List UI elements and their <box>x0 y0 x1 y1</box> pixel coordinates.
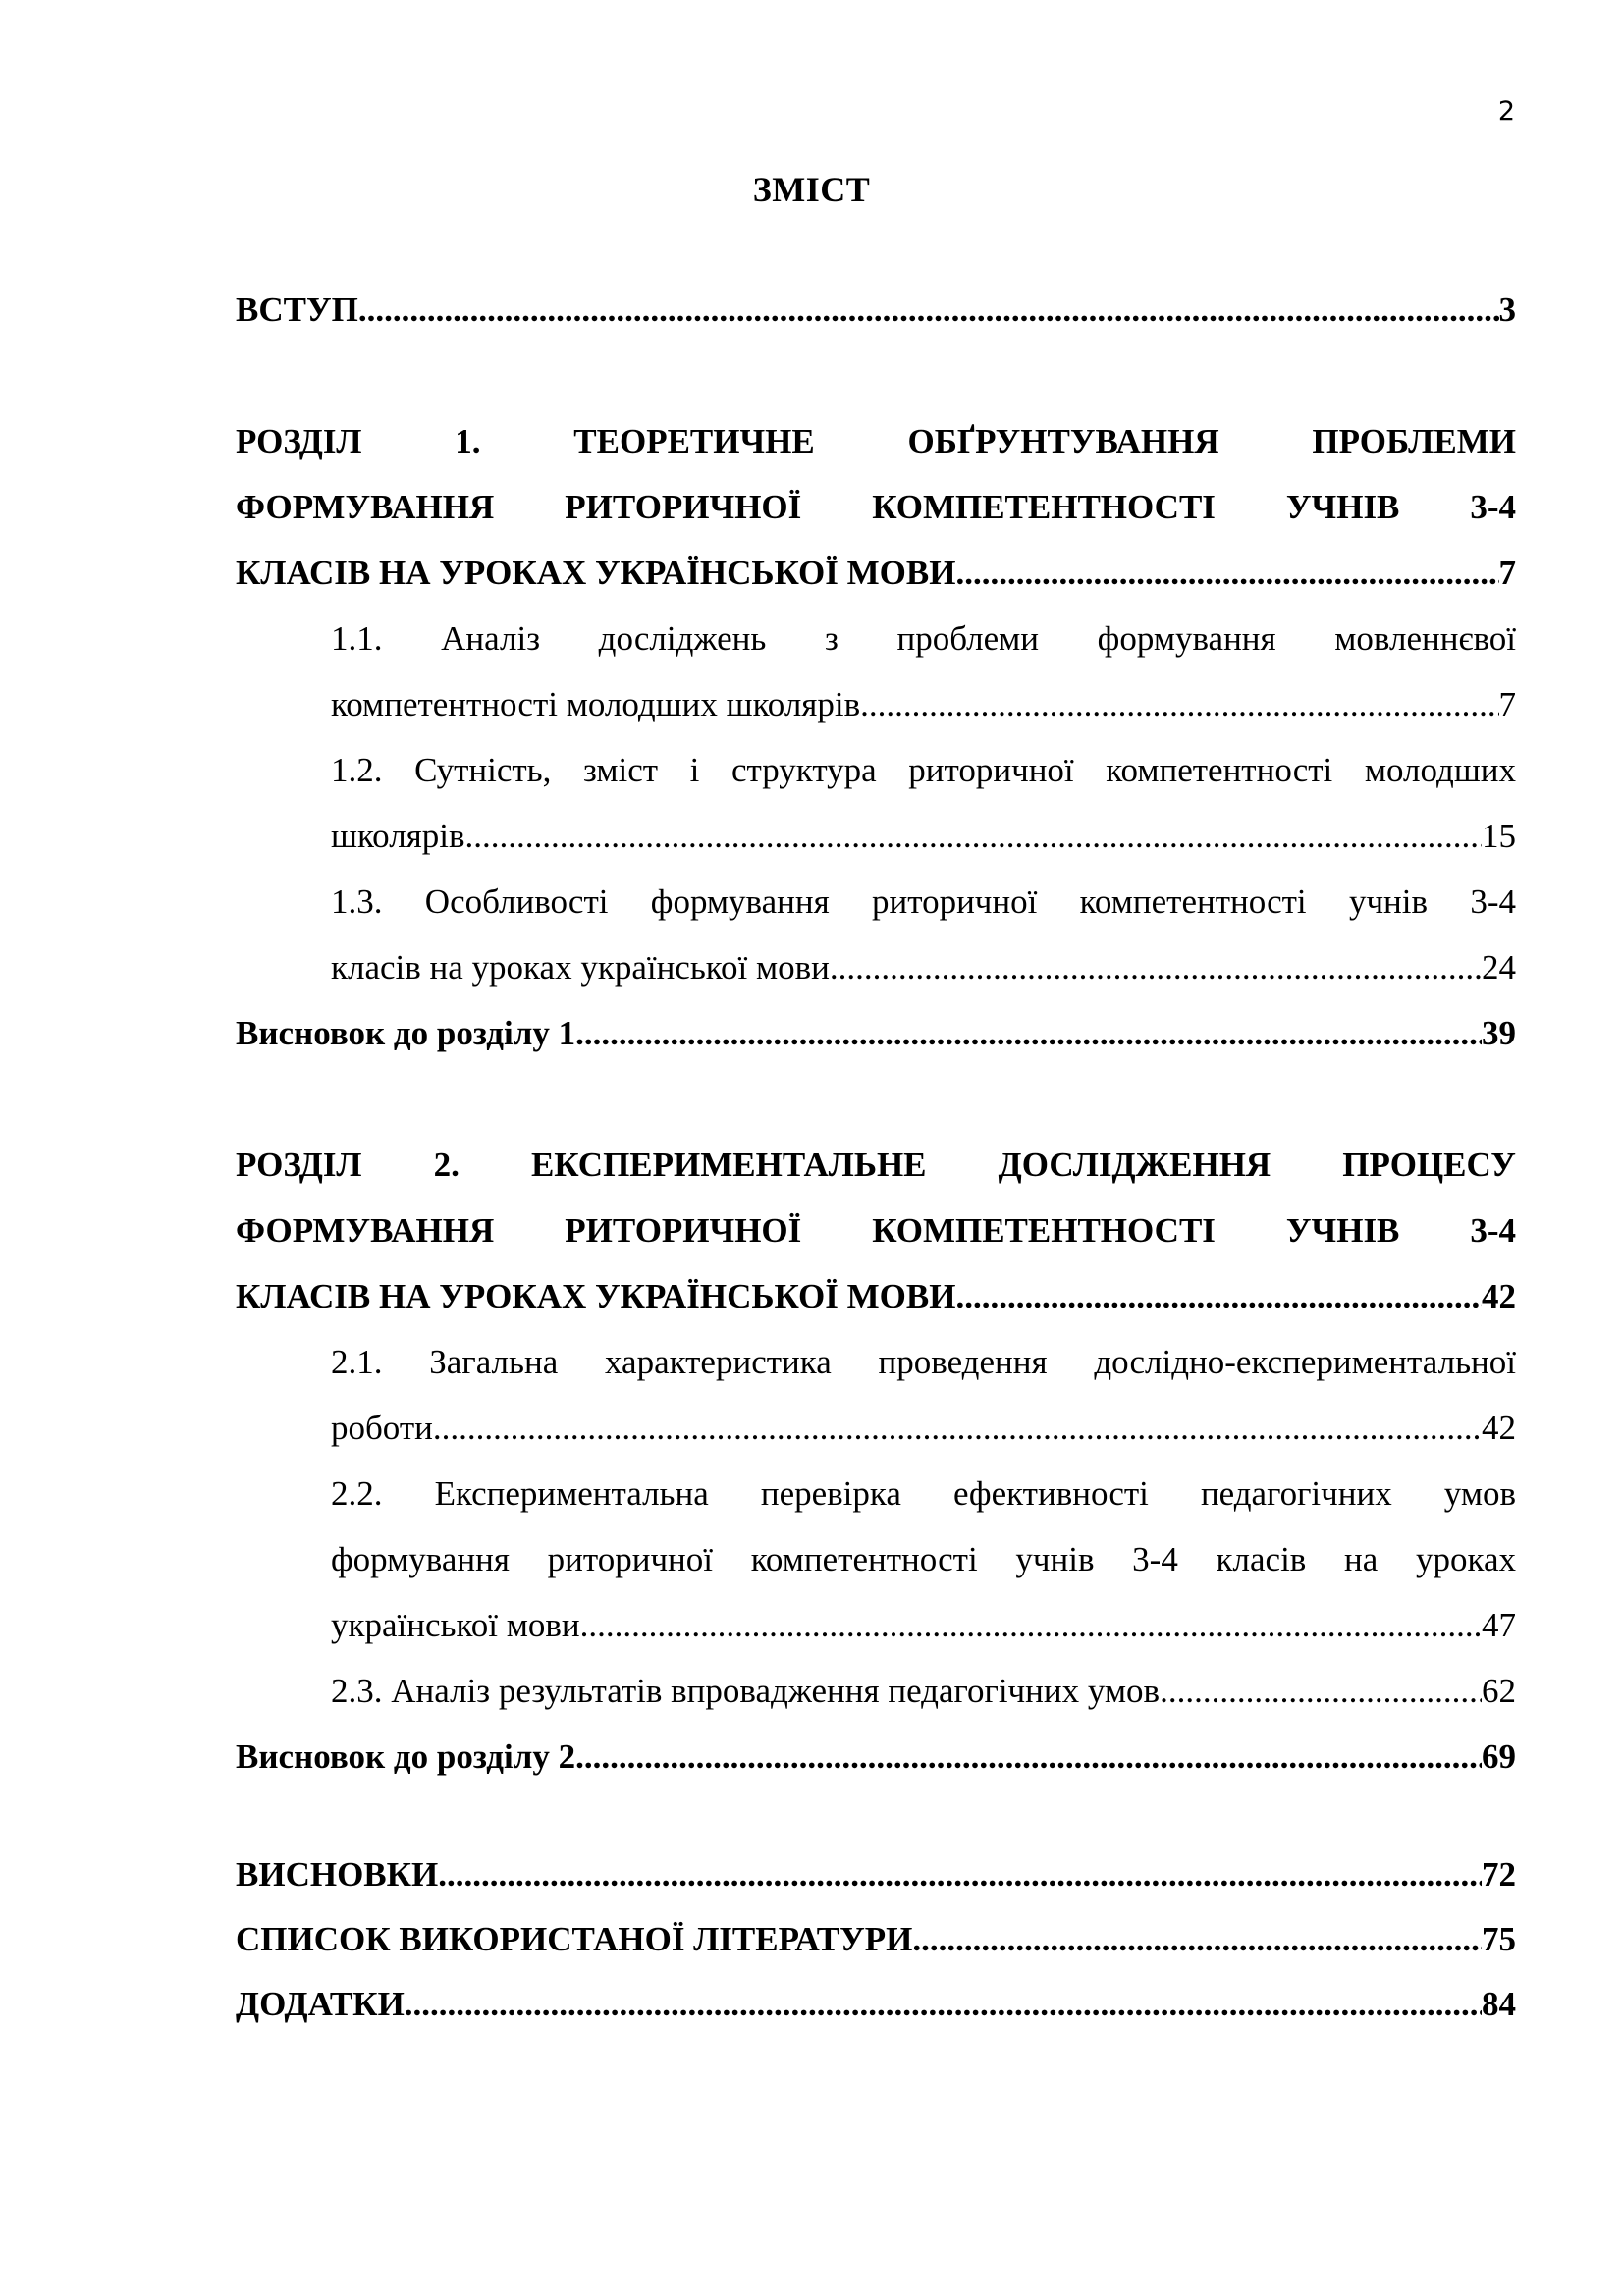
toc-entry-conclusions[interactable] <box>236 1842 1516 1907</box>
dot-leader <box>830 934 1482 1000</box>
toc-entry-section-2-3[interactable] <box>331 1658 1516 1724</box>
dot-leader <box>575 1724 1482 1789</box>
dot-leader <box>405 1971 1482 2037</box>
toc-page-number: 47 <box>1482 1606 1516 1644</box>
dot-leader <box>860 671 1498 737</box>
toc-entry-section-1-3[interactable] <box>331 869 1516 1000</box>
page-title: ЗМІСТ <box>752 170 871 209</box>
toc-entry-text: української мови <box>331 1606 580 1644</box>
toc-page-number: 84 <box>1482 1985 1516 2023</box>
toc-entry-text: 1.2. Сутність, зміст і структура риторичної компетентності молодших <box>331 751 1516 789</box>
dot-leader <box>465 803 1482 869</box>
toc-entry-references[interactable] <box>236 1906 1516 1972</box>
dot-leader <box>580 1592 1482 1658</box>
toc-entry-text: формування риторичної компетентності учнів 3-4 класів на уроках <box>331 1540 1516 1578</box>
toc-entry-text: Висновок до розділу 2 <box>236 1737 576 1776</box>
toc-entry-text: 2.1. Загальна характеристика проведення дослідно-експериментальної <box>331 1343 1516 1381</box>
dot-leader <box>358 277 1499 343</box>
toc-entry-text: ФОРМУВАННЯ РИТОРИЧНОЇ КОМПЕТЕНТНОСТІ УЧНІВ 3-4 <box>236 488 1516 526</box>
dot-leader <box>433 1395 1482 1461</box>
dot-leader <box>912 1906 1482 1972</box>
dot-leader <box>1160 1658 1482 1724</box>
toc-entry-text: компетентності молодших школярів <box>331 685 861 723</box>
toc-entry-text: РОЗДІЛ 1. ТЕОРЕТИЧНЕ ОБҐРУНТУВАННЯ ПРОБЛЕМИ <box>236 422 1516 460</box>
page-number: 2 <box>1497 96 1515 127</box>
toc-page-number: 69 <box>1482 1737 1516 1776</box>
toc-entry-text: ВИСНОВКИ <box>236 1855 439 1894</box>
toc-entry-section-2-2[interactable] <box>331 1461 1516 1658</box>
toc-entry-appendices[interactable] <box>236 1971 1516 2037</box>
toc-page-number: 62 <box>1482 1672 1516 1710</box>
toc-page-number: 3 <box>1498 291 1516 329</box>
toc-entry-text: 1.3. Особливості формування риторичної компетентності учнів 3-4 <box>331 882 1516 921</box>
toc-entry-text: СПИСОК ВИКОРИСТАНОЇ ЛІТЕРАТУРИ <box>236 1920 913 1958</box>
toc-page-number: 39 <box>1482 1014 1516 1052</box>
toc-page-number: 72 <box>1482 1855 1516 1894</box>
dot-leader <box>438 1842 1482 1907</box>
toc-entry-section-1-2[interactable] <box>331 737 1516 869</box>
toc-page-number: 42 <box>1482 1409 1516 1447</box>
toc-entry-conclusion-1[interactable] <box>236 1000 1516 1066</box>
toc-page-number: 7 <box>1498 554 1516 592</box>
toc-entry-text: ДОДАТКИ <box>236 1985 405 2023</box>
toc-entry-text: ВСТУП <box>236 291 358 329</box>
dot-leader <box>575 1000 1482 1066</box>
toc-entry-text: школярів <box>331 817 465 855</box>
toc-entry-chapter-2[interactable] <box>236 1132 1516 1329</box>
toc-entry-text: 1.1. Аналіз досліджень з проблеми формування мовленнєвої <box>331 619 1516 658</box>
toc-entry-text: ФОРМУВАННЯ РИТОРИЧНОЇ КОМПЕТЕНТНОСТІ УЧНІВ 3-4 <box>236 1211 1516 1250</box>
dot-leader <box>955 540 1498 606</box>
toc-page-number: 75 <box>1482 1920 1516 1958</box>
toc-page-number: 24 <box>1482 948 1516 987</box>
toc-entry-text: класів на уроках української мови <box>331 948 830 987</box>
toc-entry-text: КЛАСІВ НА УРОКАХ УКРАЇНСЬКОЇ МОВИ <box>236 1277 956 1315</box>
toc-entry-chapter-1[interactable] <box>236 408 1516 606</box>
toc-entry-text: роботи <box>331 1409 433 1447</box>
dot-leader <box>955 1263 1482 1329</box>
toc-entry-conclusion-2[interactable] <box>236 1724 1516 1789</box>
toc-entry-section-2-1[interactable] <box>331 1329 1516 1461</box>
toc-entry-section-1-1[interactable] <box>331 606 1516 737</box>
toc-entry-text: 2.3. Аналіз результатів впровадження педагогічних умов <box>331 1672 1161 1710</box>
toc-entry-text: 2.2. Експериментальна перевірка ефективності педагогічних умов <box>331 1474 1516 1513</box>
toc-entry-text: РОЗДІЛ 2. ЕКСПЕРИМЕНТАЛЬНЕ ДОСЛІДЖЕННЯ ПРОЦЕСУ <box>236 1146 1516 1184</box>
toc-page-number: 42 <box>1482 1277 1516 1315</box>
toc-page-number: 7 <box>1498 685 1516 723</box>
toc-entry-text: Висновок до розділу 1 <box>236 1014 576 1052</box>
toc-page-number: 15 <box>1482 817 1516 855</box>
toc-entry-text: КЛАСІВ НА УРОКАХ УКРАЇНСЬКОЇ МОВИ <box>236 554 956 592</box>
toc-entry-intro[interactable] <box>236 277 1516 343</box>
